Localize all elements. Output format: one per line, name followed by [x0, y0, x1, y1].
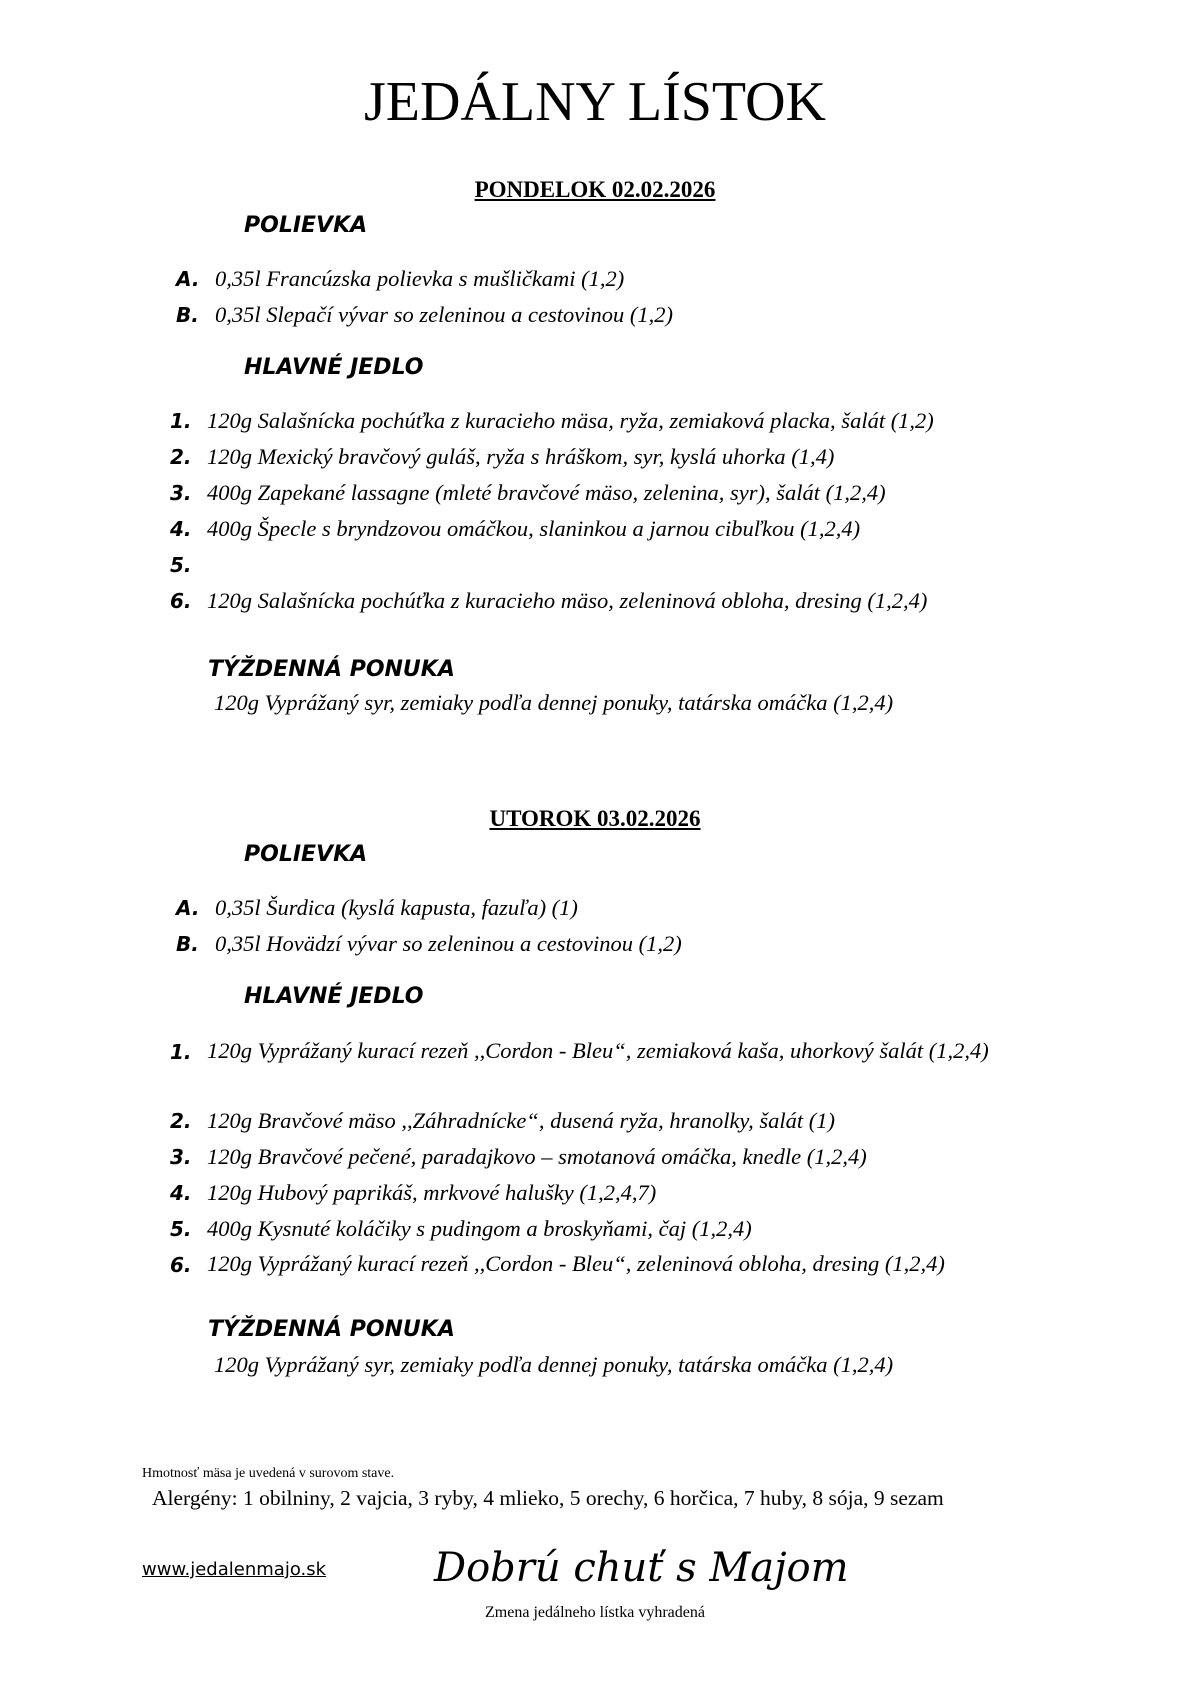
item-text: 0,35l Hovädzí vývar so zeleninou a cestovinou (1,2) — [215, 931, 682, 956]
item-marker: 1. — [170, 409, 192, 433]
item-marker: 6. — [170, 589, 192, 613]
item-marker: A. — [176, 267, 200, 291]
item-marker: 1. — [170, 1040, 192, 1064]
item-text: 120g Hubový paprikáš, mrkvové halušky (1,2,4,7) — [207, 1180, 657, 1205]
main-dish-item — [0, 512, 1190, 546]
item-marker: 6. — [170, 1253, 192, 1277]
item-text: 120g Bravčové pečené, paradajkovo – smotanová omáčka, knedle (1,2,4) — [207, 1144, 867, 1169]
item-text: 0,35l Šurdica (kyslá kapusta, fazuľa) (1) — [215, 895, 578, 920]
main-dish-item — [0, 1140, 1190, 1174]
day-heading-tuesday: UTOROK 03.02.2026 — [489, 806, 701, 831]
item-marker: 3. — [170, 481, 192, 505]
weekly-offer-label: TÝŽDENNÁ PONUKA — [208, 657, 455, 682]
item-marker: 4. — [170, 1181, 192, 1205]
item-marker: B. — [176, 303, 199, 327]
weight-note: Hmotnosť mäsa je uvedená v surovom stave. — [142, 1466, 395, 1481]
item-text: 0,35l Francúzska polievka s mušličkami (1,2) — [215, 266, 625, 291]
item-marker: 2. — [170, 1109, 192, 1133]
item-marker: 3. — [170, 1145, 192, 1169]
item-marker: 4. — [170, 517, 192, 541]
main-dish-item — [0, 404, 1190, 438]
soup-section-label: POLIEVKA — [244, 213, 368, 238]
allergens-legend: Alergény: 1 obilniny, 2 vajcia, 3 ryby, 4 mlieko, 5 orechy, 6 horčica, 7 huby, 8 sója, 9 sezam — [152, 1486, 944, 1510]
soup-item — [0, 891, 1190, 925]
website-link[interactable]: www.jedalenmajo.sk — [142, 1559, 327, 1580]
item-text: 120g Mexický bravčový guláš, ryža s hráškom, syr, kyslá uhorka (1,4) — [207, 444, 835, 469]
soup-item — [0, 262, 1190, 296]
item-text: 120g Vyprážaný kurací rezeň ,,Cordon - Bleu“, zeleninová obloha, dresing (1,2,4) — [207, 1251, 945, 1276]
weekly-offer-text: 120g Vyprážaný syr, zemiaky podľa dennej ponuky, tatárska omáčka (1,2,4) — [214, 1352, 894, 1377]
main-dish-item — [0, 1176, 1190, 1210]
item-text: 120g Salašnícka pochúťka z kuracieho mäsa, ryža, zemiaková placka, šalát (1,2) — [207, 408, 934, 433]
item-text: 400g Zapekané lassagne (mleté bravčové mäso, zelenina, syr), šalát (1,2,4) — [207, 480, 886, 505]
soup-section-label: POLIEVKA — [244, 842, 368, 867]
item-text: 120g Salašnícka pochúťka z kuracieho mäso, zeleninová obloha, dresing (1,2,4) — [207, 588, 928, 613]
main-dish-item — [0, 476, 1190, 510]
item-marker: A. — [176, 896, 200, 920]
item-text: 400g Špecle s bryndzovou omáčkou, slaninkou a jarnou cibuľkou (1,2,4) — [207, 516, 861, 541]
weekly-offer-label: TÝŽDENNÁ PONUKA — [208, 1317, 455, 1342]
main-dish-item — [0, 1212, 1190, 1246]
menu-change-note: Zmena jedálneho lístka vyhradená — [485, 1604, 705, 1621]
item-marker: 2. — [170, 445, 192, 469]
day-heading-monday: PONDELOK 02.02.2026 — [474, 177, 716, 202]
item-text: 120g Vyprážaný kurací rezeň ,,Cordon - Bleu“, zemiaková kaša, uhorkový šalát (1,2,4) — [207, 1038, 989, 1063]
main-dish-item — [0, 440, 1190, 474]
main-dish-section-label: HLAVNÉ JEDLO — [244, 984, 424, 1009]
item-marker: 5. — [170, 1217, 192, 1241]
slogan: Dobrú chuť s Majom — [434, 1545, 849, 1591]
main-dish-section-label: HLAVNÉ JEDLO — [244, 355, 424, 380]
main-dish-item — [0, 548, 1190, 582]
weekly-offer-text: 120g Vyprážaný syr, zemiaky podľa dennej ponuky, tatárska omáčka (1,2,4) — [214, 690, 894, 715]
soup-item — [0, 298, 1190, 332]
main-dish-item — [0, 1104, 1190, 1138]
main-dish-item — [0, 1248, 1190, 1314]
soup-item — [0, 927, 1190, 961]
item-text: 0,35l Slepačí vývar so zeleninou a cestovinou (1,2) — [215, 302, 674, 327]
item-text: 400g Kysnuté koláčiky s pudingom a broskyňami, čaj (1,2,4) — [207, 1216, 752, 1241]
item-text: 120g Bravčové mäso ,,Záhradnícke“, dusená ryža, hranolky, šalát (1) — [207, 1108, 836, 1133]
menu-title: JEDÁLNY LÍSTOK — [364, 71, 826, 133]
main-dish-item — [0, 584, 1190, 618]
item-marker: B. — [176, 932, 199, 956]
main-dish-item — [0, 1035, 1190, 1101]
item-marker: 5. — [170, 553, 192, 577]
